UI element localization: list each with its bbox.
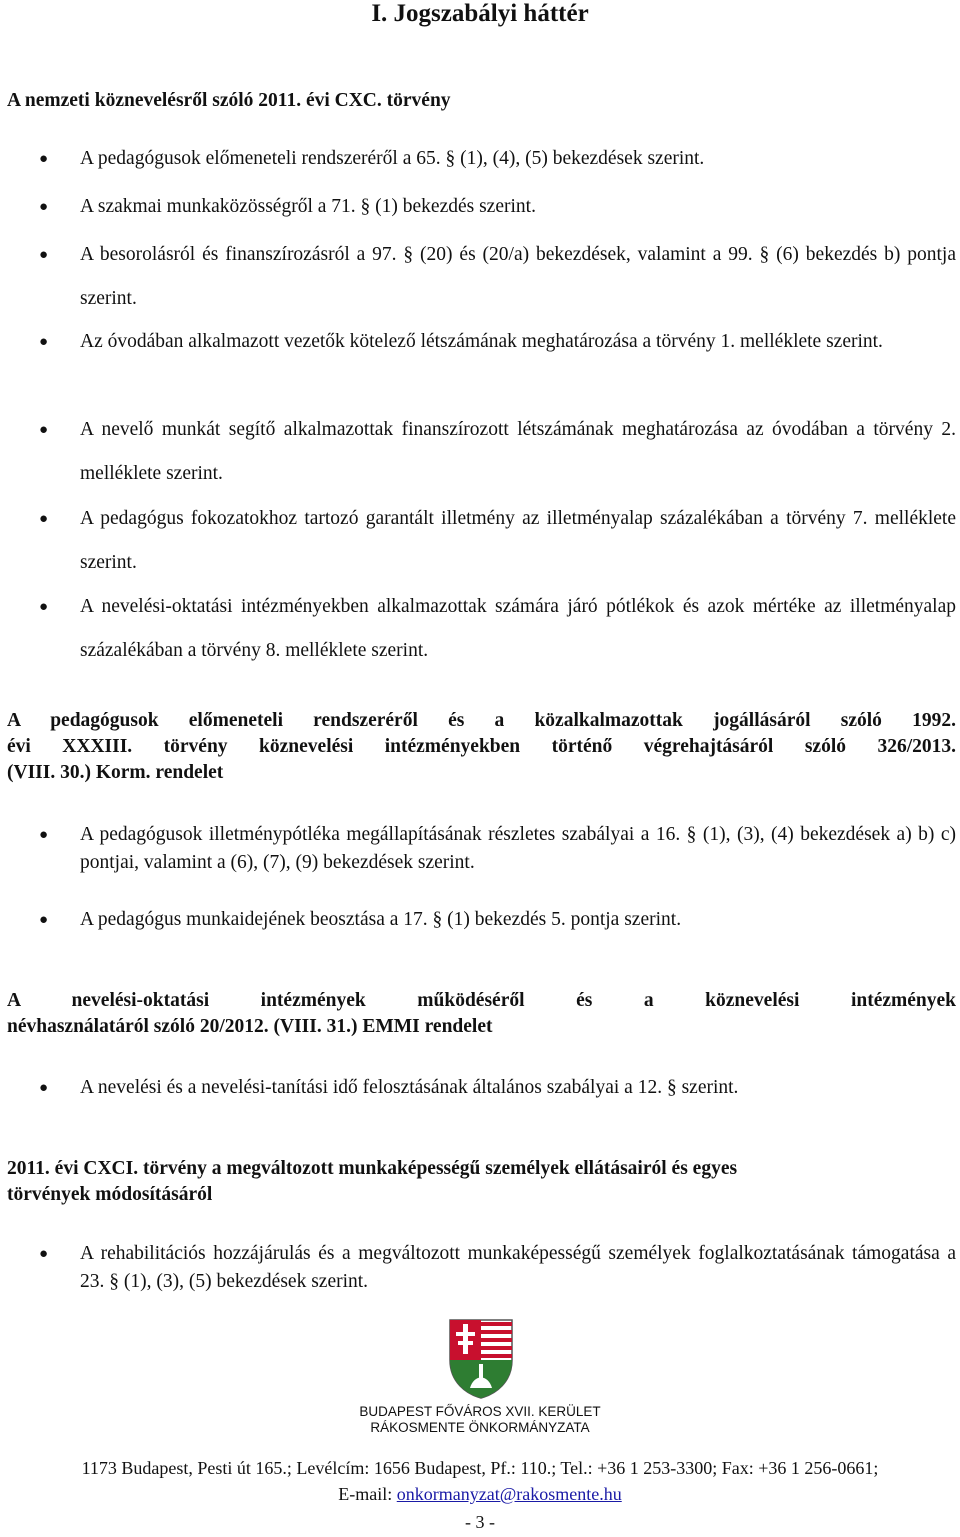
list-item-text: A pedagógus fokozatokhoz tartozó garantált illetmény az illetményalap százalékában a törvény 7. melléklete szerint. xyxy=(80,508,956,573)
page-number: - 3 - xyxy=(465,1512,495,1532)
bullet-icon: ● xyxy=(39,912,49,928)
org-name-line-1: BUDAPEST FŐVÁROS XVII. KERÜLET xyxy=(359,1404,601,1419)
bullet-icon: ● xyxy=(39,1080,49,1096)
bullet-icon: ● xyxy=(39,422,49,438)
list-item-text: A besorolásról és finanszírozásról a 97. § (20) és (20/a) bekezdések, valamint a 99. § (6) bekezdés b) pontja szerint. xyxy=(80,244,956,309)
list-item xyxy=(39,137,956,181)
list-item xyxy=(39,1074,956,1102)
footer-email-line xyxy=(0,1481,960,1508)
list-item-text: A pedagógus munkaidejének beosztása a 17. § (1) bekezdés 5. pontja szerint. xyxy=(80,909,682,930)
list-item-text: A nevelő munkát segítő alkalmazottak finanszírozott létszámának meghatározása az óvodában a törvény 2. melléklete szerint. xyxy=(80,419,956,484)
footer-address: 1173 Budapest, Pesti út 165.; Levélcím: 1656 Budapest, Pf.: 110.; Tel.: +36 1 253-3300; Fax: +36 1 256-0661; xyxy=(81,1458,879,1478)
list-item xyxy=(39,185,956,229)
bullet-icon: ● xyxy=(39,247,49,263)
list-item xyxy=(39,320,956,364)
section-heading-4 xyxy=(7,1156,956,1208)
list-item xyxy=(39,408,956,496)
bullet-icon: ● xyxy=(39,334,49,350)
list-item-text: A szakmai munkaközösségről a 71. § (1) bekezdés szerint. xyxy=(80,196,536,217)
list-item xyxy=(39,233,956,321)
list-item-text: Az óvodában alkalmazott vezetők kötelező létszámának meghatározása a törvény 1. melléklete szerint. xyxy=(80,331,883,352)
heading-line: évi XXXIII. törvény köznevelési intézményekben történő végrehajtásáról szóló 326/2013. xyxy=(7,736,956,757)
list-item-text: A rehabilitációs hozzájárulás és a megváltozott munkaképességű személyek foglalkoztatásának támogatása a 23. § (1), (3), (5) bekezdések szerint. xyxy=(80,1243,956,1292)
bullet-icon: ● xyxy=(39,511,49,527)
bullet-icon: ● xyxy=(39,151,49,167)
list-item-text: A pedagógusok előmeneteli rendszeréről a 65. § (1), (4), (5) bekezdések szerint. xyxy=(80,148,705,169)
email-label: E-mail: xyxy=(338,1484,397,1504)
heading-line: A pedagógusok előmeneteli rendszeréről és a közalkalmazottak jogállásáról szóló 1992. xyxy=(7,710,956,731)
heading-line: A nevelési-oktatási intézmények működéséről és a köznevelési intézmények xyxy=(7,990,956,1011)
bullet-icon: ● xyxy=(39,1246,49,1262)
heading-line: törvények módosításáról xyxy=(7,1184,213,1205)
email-link[interactable]: onkormanyzat@rakosmente.hu xyxy=(396,1484,622,1504)
list-item xyxy=(39,906,956,934)
list-item-text: A pedagógusok illetménypótléka megállapításának részletes szabályai a 16. § (1), (3), (4) bekezdések a) b) c) pontjai, valamint a (6), (7), (9) bekezdések szerint. xyxy=(80,824,956,873)
bullet-icon: ● xyxy=(39,199,49,215)
org-name-line-2: RÁKOSMENTE ÖNKORMÁNYZATA xyxy=(370,1420,590,1435)
coat-of-arms-icon xyxy=(446,1316,516,1400)
section-heading-3 xyxy=(7,988,956,1040)
section-heading-2 xyxy=(7,708,956,786)
heading-line: (VIII. 30.) Korm. rendelet xyxy=(7,762,224,783)
section-heading-1: A nemzeti köznevelésről szóló 2011. évi CXC. törvény xyxy=(7,90,451,111)
list-item-text: A nevelési és a nevelési-tanítási idő felosztásának általános szabályai a 12. § szerint. xyxy=(80,1077,739,1098)
list-item-text: A nevelési-oktatási intézményekben alkalmazottak számára járó pótlékok és azok mértéke az illetményalap százalékában a törvény 8. melléklete szerint. xyxy=(80,596,956,661)
page-title: I. Jogszabályi háttér xyxy=(371,0,589,27)
bullet-icon: ● xyxy=(39,827,49,843)
bullet-icon: ● xyxy=(39,599,49,615)
list-item xyxy=(39,1240,956,1296)
list-item xyxy=(39,821,956,877)
list-item xyxy=(39,585,956,673)
heading-line: 2011. évi CXCI. törvény a megváltozott munkaképességű személyek ellátásairól és egyes xyxy=(7,1158,738,1179)
heading-line: névhasználatáról szóló 20/2012. (VIII. 31.) EMMI rendelet xyxy=(7,1016,493,1037)
list-item xyxy=(39,497,956,585)
